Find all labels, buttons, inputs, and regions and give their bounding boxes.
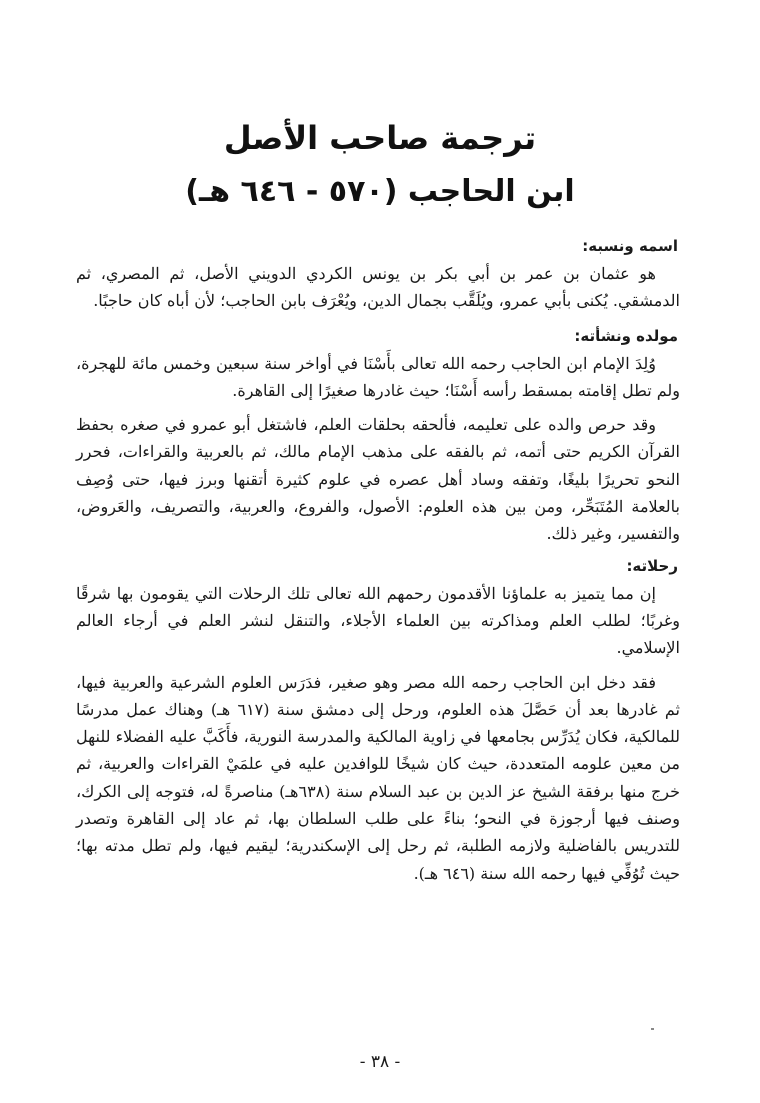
biography-body [76, 232, 680, 894]
paragraph-education: وقد حرص والده على تعليمه، فألحقه بحلقات العلم، فاشتغل أبو عمرو في صغره بحفظ القرآن الكريم حتى أتمه، ثم بالفقه على مذهب الإمام مالك، ثم بالعربية والقراءات، فحرر النحو تحريرًا بليغًا، وتفقه وساد أهل عصره في علوم كثيرة أتقنها وبرز فيها، حتى وُصِف بالعلامة المُتَبَحِّر، ومن بين هذه العلوم: الأصول، والفروع، والعربية، والتصريف، والعَروض، والتفسير، وغير ذلك. [76, 415, 680, 544]
page-subtitle: ابن الحاجب (٥٧٠ - ٦٤٦ هـ) [185, 174, 575, 209]
section-heading-travels: رحلاته: [626, 556, 678, 575]
paragraph-travels-intro: إن مما يتميز به علماؤنا الأقدمون رحمهم الله تعالى تلك الرحلات التي يقومون بها شرقًا وغربًا؛ لطلب العلم ومذاكرته بين العلماء الأجلاء، والتنقل لنشر العلم في أرجاء العالم الإسلامي. [76, 583, 680, 658]
section-heading-birth: مولده ونشأته: [574, 326, 678, 345]
page-number: - ٣٨ - [359, 1052, 401, 1072]
section-heading-lineage: اسمه ونسبه: [582, 237, 678, 255]
paragraph-lineage: هو عثمان بن عمر بن أبي بكر بن يونس الكردي الدويني الأصل، ثم المصري، ثم الدمشقي. يُكنى بأبي عمرو، ويُلَقَّب بجمال الدين، ويُعْرَف بابن الحاجب؛ لأن أباه كان حاجبًا. [76, 264, 680, 311]
scan-mark [651, 1028, 654, 1030]
paragraph-travels-detail: فقد دخل ابن الحاجب رحمه الله مصر وهو صغير، فدَرَس العلوم الشرعية والعربية فيها، ثم غادرها بعد أن حَصَّلَ هذه العلوم، ورحل إلى دمشق سنة (٦١٧ هـ) وهناك عمل مدرسًا للمالكية، فكان يُدَرِّس بجامعها في زاوية المالكية والمدرسة النورية، فأَكَبَّ عليه الفضلاء للنهل من معين علومه المتعددة، حيث كان شيخًا للوافدين عليه في علمَيْ القراءات والعربية، ثم خرج منها برفقة الشيخ عز الدين بن عبد السلام سنة (٦٣٨هـ) مناصرةً له، فتوجه إلى الكرك، وصنف فيها أرجوزة في النحو؛ بناءً على طلب السلطان بها، ثم عاد إلى القاهرة وتصدر للتدريس بالفاضلية ولازمه الطلبة، ثم رحل إلى الإسكندرية؛ ليقيم فيها، ولم تطل مدته بها؛ حيث تُوُفِّي فيها رحمه الله سنة (٦٤٦ هـ). [76, 672, 681, 883]
page-title: ترجمة صاحب الأصل [223, 119, 537, 157]
paragraph-birth: وُلِدَ الإمام ابن الحاجب رحمه الله تعالى بأَسْنَا في أواخر سنة سبعين وخمس مائة للهجرة، ولم تطل إقامته بمسقط رأسه أَسْنَا؛ حيث غادرها صغيرًا إلى القاهرة. [76, 353, 680, 400]
